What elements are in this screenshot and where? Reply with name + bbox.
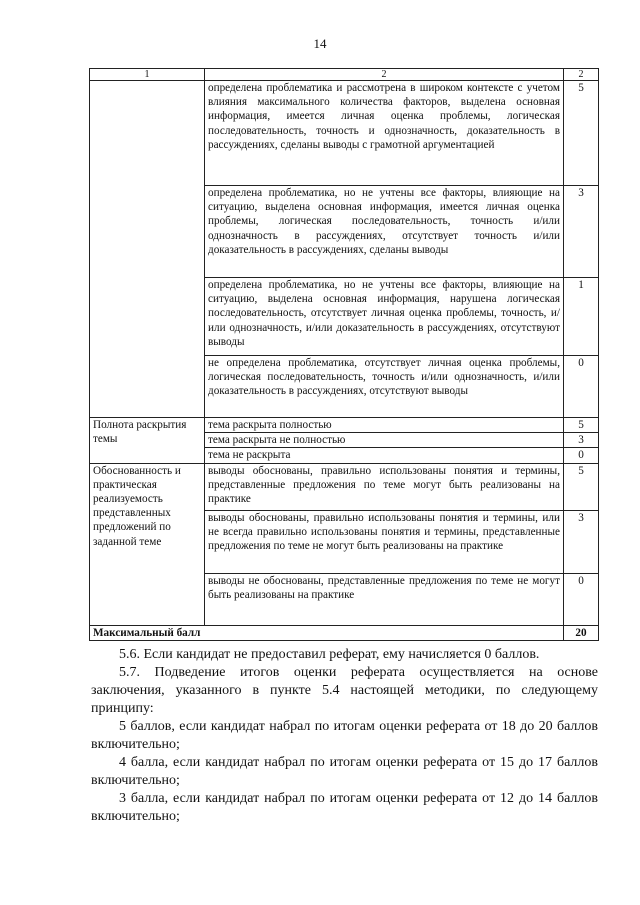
paragraph-grade-4: 4 балла, если кандидат набрал по итогам оценки реферата от 15 до 17 баллов включительно; — [91, 755, 598, 788]
total-value: 20 — [564, 625, 599, 640]
description-cell: выводы обоснованы, правильно использованы понятия и термины, представленные предложения по теме могут быть реализованы на практике — [205, 463, 564, 510]
total-label: Максимальный балл — [90, 625, 564, 640]
table-row — [90, 418, 599, 433]
description-cell: тема раскрыта полностью — [205, 418, 564, 433]
description-cell: определена проблематика, но не учтены все факторы, влияющие на ситуацию, выделена основная информация, нарушена логическая последовательность, отсутствует личная оценка проблемы, точность, и/или однозначность, и/или доказательность в рассуждениях, отсутствуют выводы — [205, 278, 564, 356]
paragraph-grade-3: 3 балла, если кандидат набрал по итогам оценки реферата от 12 до 14 баллов включительно; — [91, 791, 598, 824]
paragraph-5-7: 5.7. Подведение итогов оценки реферата осуществляется на основе заключения, указанного в пункте 5.4 настоящей методики, по следующему принципу: — [91, 665, 598, 716]
score-cell: 0 — [564, 573, 599, 625]
score-cell: 1 — [564, 278, 599, 356]
paragraph-grade-5: 5 баллов, если кандидат набрал по итогам оценки реферата от 18 до 20 баллов включительно; — [91, 719, 598, 752]
criterion-cell: Обоснованность и практическая реализуемость представленных предложений по заданной теме — [90, 463, 205, 625]
description-cell: тема не раскрыта — [205, 448, 564, 463]
header-cell-score: 2 — [564, 69, 599, 81]
table-row — [90, 463, 599, 510]
description-cell: выводы обоснованы, правильно использованы понятия и термины, или не всегда правильно использованы понятия и термины, представленные предложения по теме не могут быть реализованы на практике — [205, 510, 564, 573]
score-cell: 5 — [564, 418, 599, 433]
score-cell: 0 — [564, 448, 599, 463]
paragraph-5-6: 5.6. Если кандидат не предоставил реферат, ему начисляется 0 баллов. — [119, 647, 540, 662]
description-cell: не определена проблематика, отсутствует личная оценка проблемы, логическая последовательность, точность и/или однозначность, и/или доказательность в рассуждениях, отсутствуют выводы — [205, 356, 564, 418]
score-cell: 5 — [564, 463, 599, 510]
score-cell: 0 — [564, 356, 599, 418]
header-cell-criterion: 1 — [90, 69, 205, 81]
total-row — [90, 625, 599, 640]
description-cell: определена проблематика и рассмотрена в широком контексте с учетом влияния максимального количества факторов, выделена основная информация, имеется личная оценка проблемы, логическая последовательность, точность и однозначность, доказательность в рассуждениях, сделаны выводы с грамотной аргументацией — [205, 81, 564, 186]
page-number: 14 — [313, 36, 327, 51]
table-header-row — [90, 69, 599, 81]
score-cell: 3 — [564, 510, 599, 573]
criteria-table — [89, 68, 599, 641]
header-cell-description: 2 — [205, 69, 564, 81]
description-cell: тема раскрыта не полностью — [205, 433, 564, 448]
description-cell: выводы не обоснованы, представленные предложения по теме не могут быть реализованы на практике — [205, 573, 564, 625]
score-cell: 3 — [564, 186, 599, 278]
score-cell: 3 — [564, 433, 599, 448]
description-cell: определена проблематика, но не учтены все факторы, влияющие на ситуацию, выделена основная информация, имеется личная оценка проблемы, логическая последовательность, точность и/или однозначность в рассуждениях, отсутствует точность и/или доказательность в рассуждениях, сделаны выводы — [205, 186, 564, 278]
table-row — [90, 81, 599, 186]
criterion-cell: Полнота раскрытия темы — [90, 418, 205, 464]
criterion-cell — [90, 81, 205, 418]
score-cell: 5 — [564, 81, 599, 186]
